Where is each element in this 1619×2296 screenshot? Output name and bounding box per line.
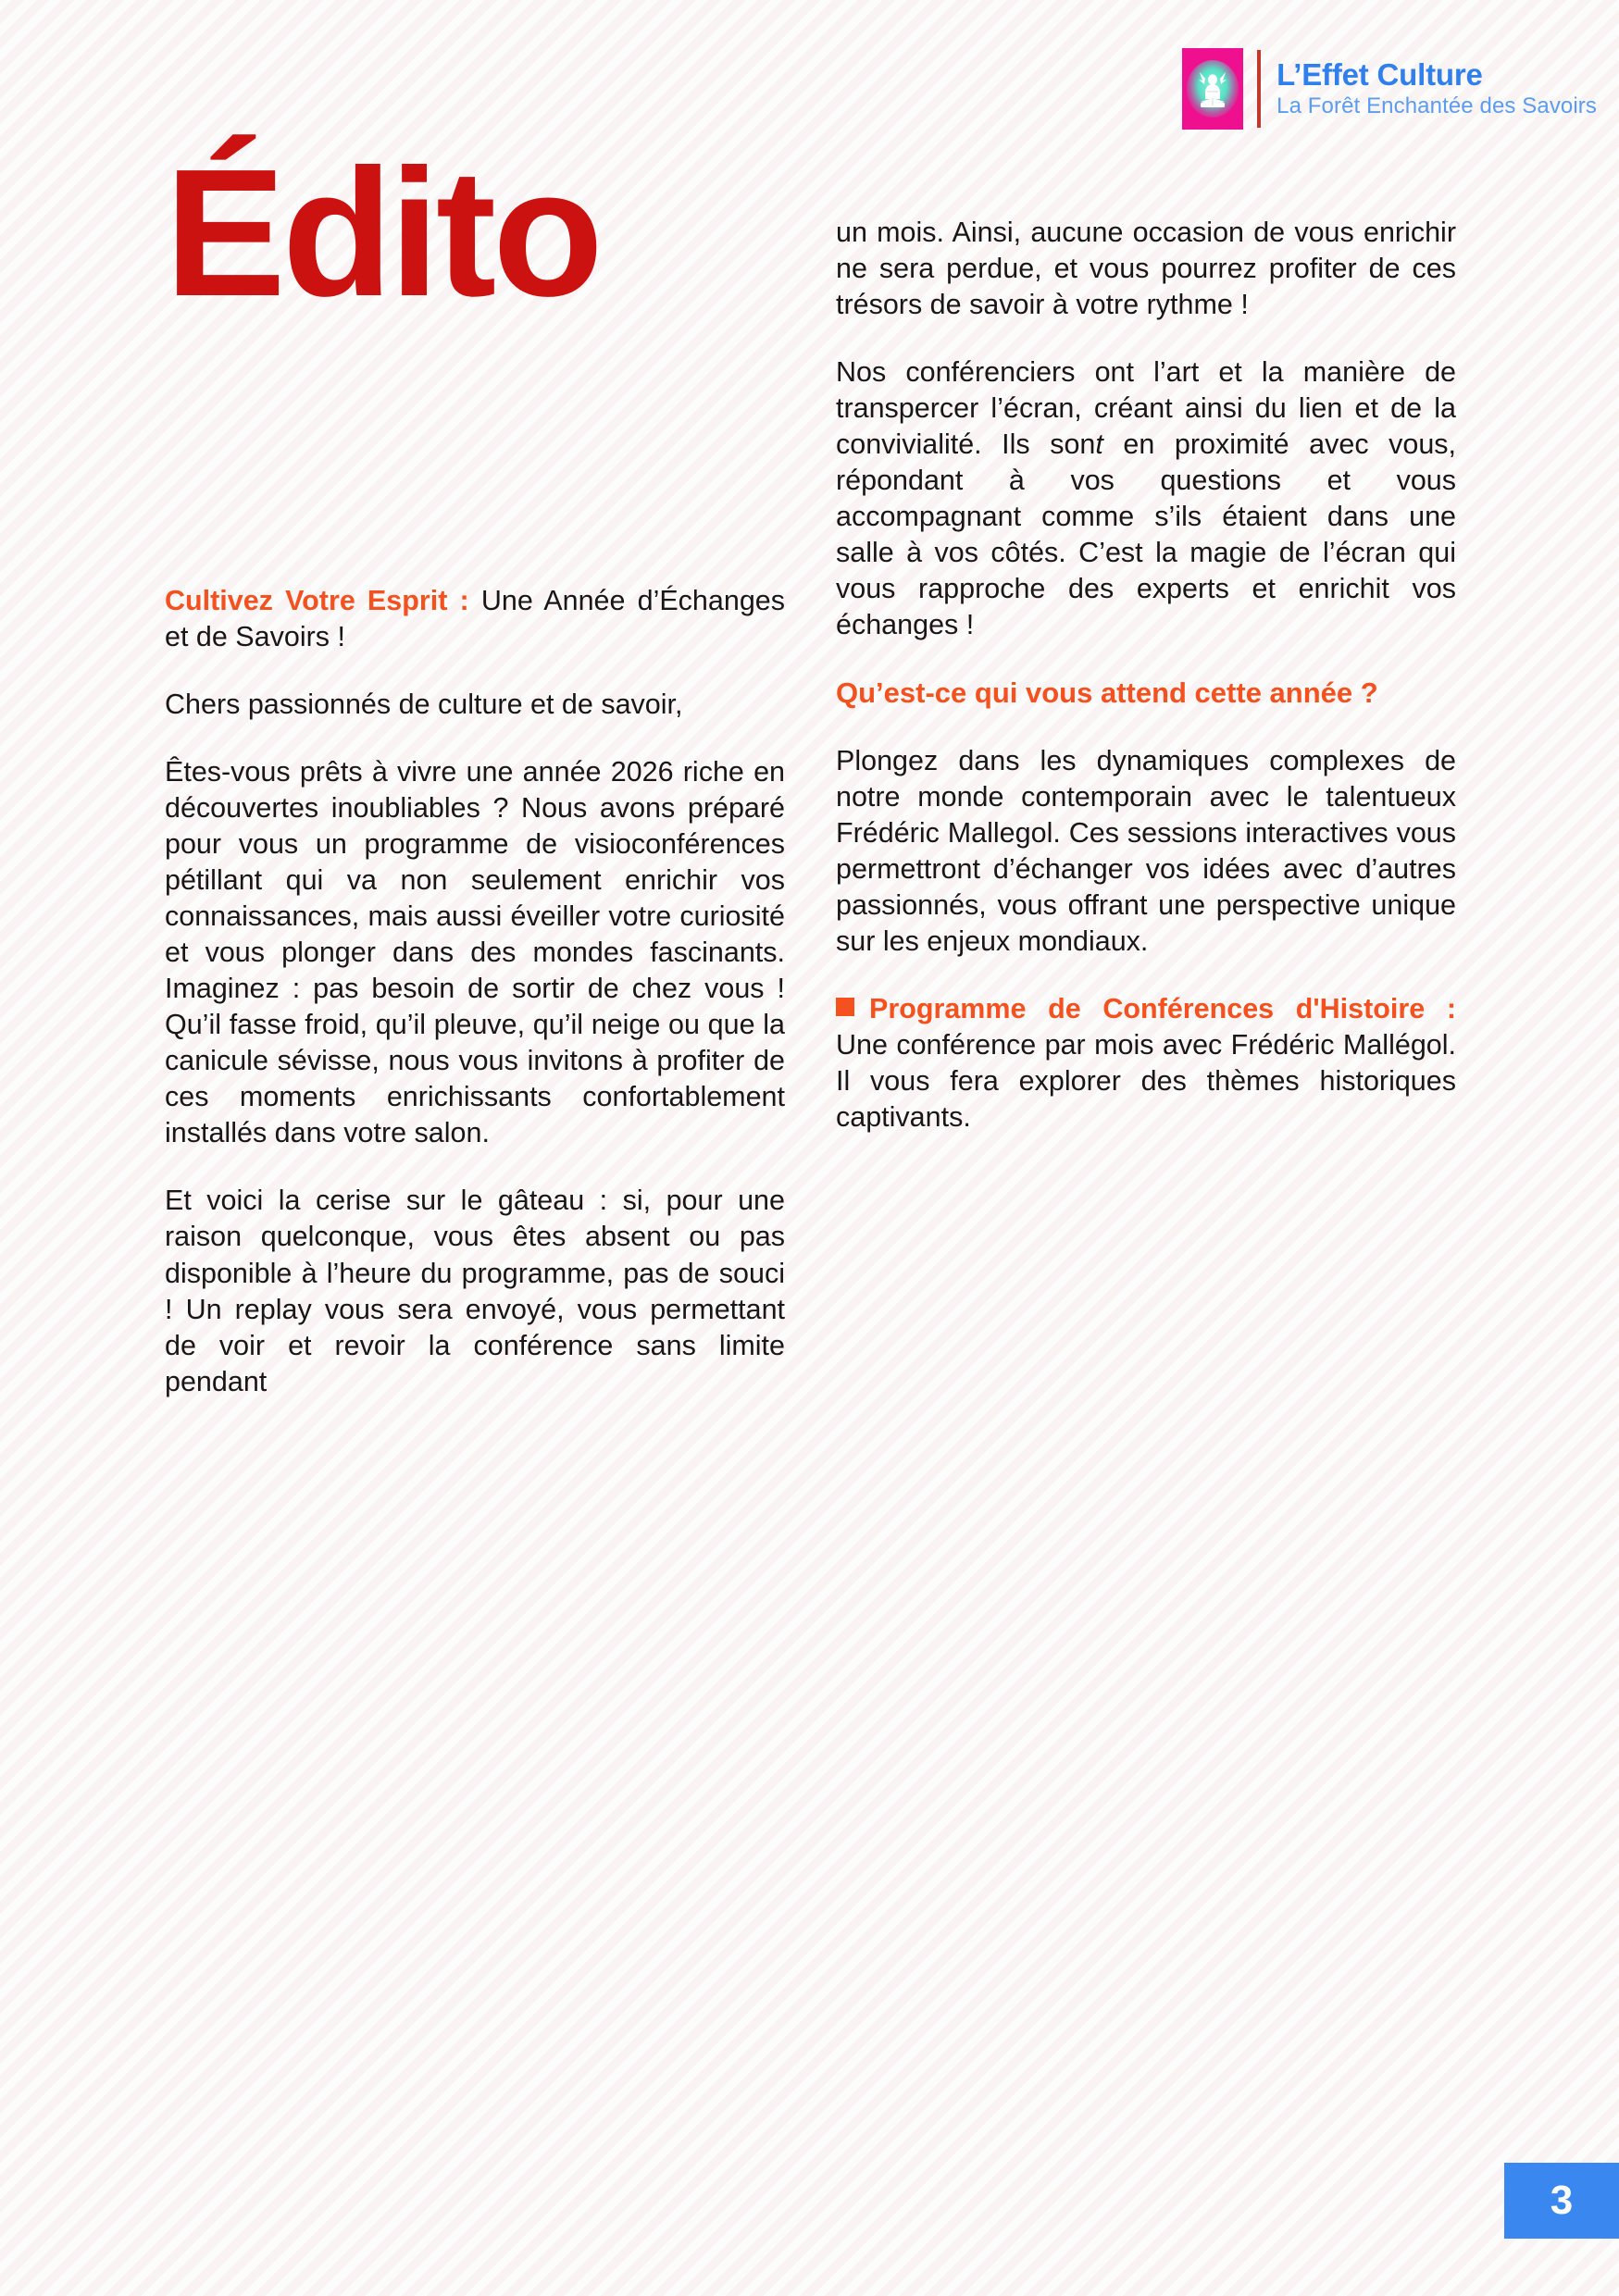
brand-subtitle: La Forêt Enchantée des Savoirs (1277, 93, 1597, 119)
speakers-italic-letter: t (1095, 428, 1103, 461)
lead-paragraph (165, 583, 785, 655)
section-heading-attend: Qu’est-ce qui vous attend cette année ? (836, 676, 1378, 710)
greeting-paragraph: Chers passionnés de culture et de savoir, (165, 689, 683, 721)
programme-bold-text: Programme de Conférences d'Histoire : (869, 993, 1456, 1025)
replay-paragraph: Et voici la cerise sur le gâteau : si, pour une raison quelconque, vous êtes absent ou pas disponible à l’heure du programme, pas de souci ! Un replay vous sera envoyé, vous permettant de voir et revoir la conférence sans limite pendant (165, 1185, 785, 1397)
right-column (836, 215, 1456, 1136)
continued-paragraph: un mois. Ainsi, aucune occasion de vous enrichir ne sera perdue, et vous pourrez profiter de ces trésors de savoir à votre rythme ! (836, 217, 1456, 321)
left-column (165, 583, 785, 1400)
fairy-reading-book-icon (1197, 69, 1228, 112)
brand-title: L’Effet Culture (1277, 57, 1483, 93)
masthead (1182, 48, 1597, 130)
speakers-text-a: Nos conférenciers ont l’art et la manière de transpercer l’écran, créant ainsi du lien et de la convivialité. Ils son (836, 356, 1456, 461)
programme-paragraph (836, 991, 1456, 1136)
square-bullet-icon (836, 998, 854, 1016)
programme-rest-text: Une conférence par mois avec Frédéric Mallégol. Il vous fera explorer des thèmes historiques captivants. (836, 1029, 1456, 1134)
page-number-badge: 3 (1504, 2163, 1619, 2239)
lead-rest-text: Une Année d’Échanges et de Savoirs ! (165, 585, 785, 653)
page-title: Édito (165, 131, 600, 334)
speakers-text-b: en proximité avec vous, répondant à vos questions et vous accompagnant comme s’ils étaient dans une salle à vos côtés. C’est la magie de l’écran qui vous rapproche des experts et enrichit vos échanges ! (836, 428, 1457, 641)
speakers-paragraph (836, 354, 1456, 643)
brand-logo-tile (1182, 48, 1243, 130)
lead-bold-text: Cultivez Votre Esprit : (165, 585, 469, 616)
main-paragraph: Êtes-vous prêts à vivre une année 2026 riche en découvertes inoubliables ? Nous avons préparé pour vous un programme de visioconférences pétillant qui va non seulement enrichir vos connaissances, mais aussi éveiller votre curiosité et vous plonger dans des mondes fascinants. Imaginez : pas besoin de sortir de chez vous ! Qu’il fasse froid, qu’il pleuve, qu’il neige ou que la canicule sévisse, nous vous invitons à profiter de ces moments enrichissants confortablement installés dans votre salon. (165, 756, 785, 1149)
brand-text (1277, 59, 1597, 118)
plongez-paragraph: Plongez dans les dynamiques complexes de notre monde contemporain avec le talentueux Frédéric Mallegol. Ces sessions interactives vous permettront d’échanger vos idées avec d’autres passionnés, vous offrant une perspective unique sur les enjeux mondiaux. (836, 745, 1456, 958)
brand-divider (1257, 50, 1261, 128)
